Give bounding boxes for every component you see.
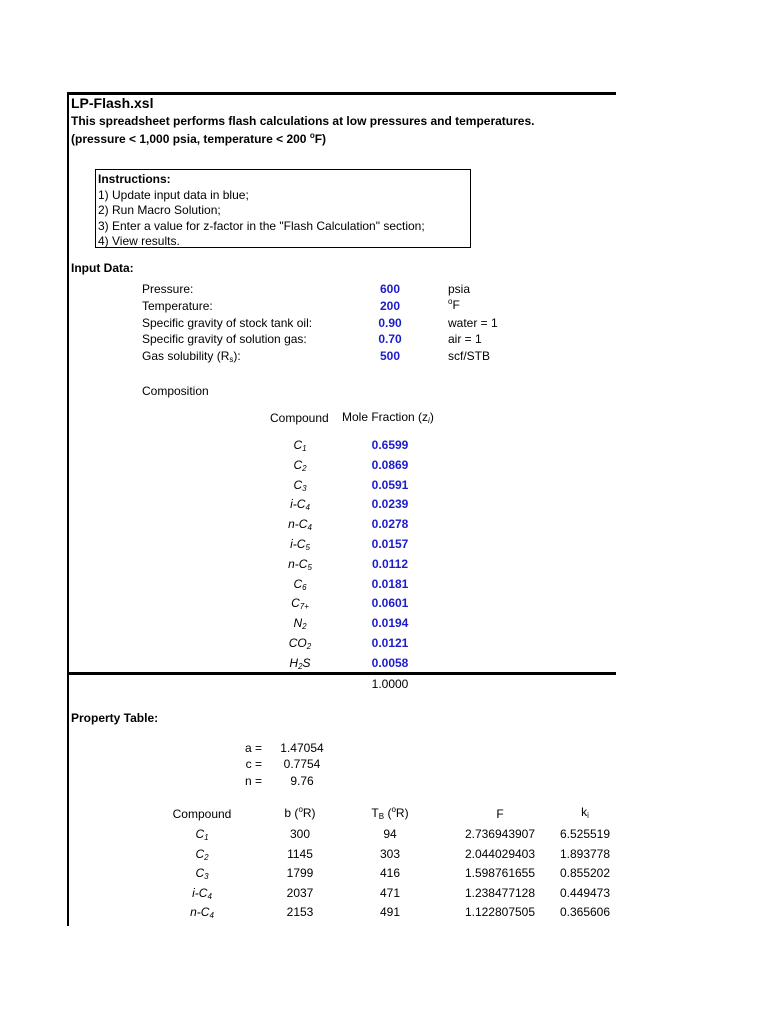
composition-label: Composition [142, 384, 209, 398]
input-unit: psia [448, 282, 471, 296]
mole-fraction-value[interactable]: 0.6599 [371, 438, 409, 452]
instructions-heading: Instructions: [98, 172, 171, 186]
input-value[interactable]: 500 [379, 349, 401, 363]
mole-fraction-value[interactable]: 0.0278 [371, 517, 409, 532]
property-tb-value: 416 [379, 866, 401, 881]
input-label: Gas solubility $(R_s)$: [142, 349, 241, 364]
input-unit: $^o$F [448, 297, 460, 312]
compound-name: $CO_2$ [288, 636, 312, 651]
compound-column-header: Compound [270, 411, 329, 425]
compound-name: $C_2$ [293, 457, 307, 473]
compound-name: $i-C_4$ [290, 497, 310, 513]
property-k-value: 1.893778 [559, 846, 611, 861]
input-label: Specific gravity of stock tank oil: [142, 316, 313, 330]
input-label: Specific gravity of solution gas: [142, 332, 307, 346]
mole-fraction-value[interactable]: 0.0112 [371, 556, 409, 571]
compound-name: $n-C_4$ [288, 517, 312, 533]
mole-fraction-value[interactable]: 0.0121 [371, 636, 409, 650]
compound-name: $C_1$ [293, 438, 307, 453]
property-f-value: 1.598761655 [464, 866, 536, 881]
property-f-value: 1.122807505 [464, 905, 536, 920]
mole-fraction-column-header: Mole Fraction $(z_i)$ [342, 410, 434, 425]
constant-label: n = [244, 774, 262, 788]
property-compound: $C_2$ [195, 846, 209, 862]
property-compound: $C_1$ [195, 827, 209, 842]
constant-label: c = [245, 757, 262, 771]
constant-value: 1.47054 [280, 741, 324, 755]
property-k-value: 6.525519 [559, 827, 611, 841]
subtitle-line-2: (pressure < 1,000 psia, temperature < 200 $^o$F) [71, 131, 327, 146]
property-k-value: 0.855202 [559, 866, 611, 881]
mole-fraction-value[interactable]: 0.0601 [371, 596, 409, 611]
property-k-header: $k_i$ [581, 805, 589, 820]
input-value[interactable]: 600 [379, 282, 401, 296]
property-tb-value: 491 [379, 905, 401, 920]
mole-fraction-value[interactable]: 0.0869 [371, 457, 409, 472]
property-tb-value: 303 [379, 846, 401, 861]
input-unit: air = 1 [448, 332, 482, 346]
instruction-step: 1) Update input data in blue; [98, 187, 249, 202]
constant-value: 9.76 [290, 774, 314, 788]
compound-name: $n-C_5$ [288, 556, 312, 572]
property-tb-value: 94 [383, 827, 397, 841]
property-compound: $n-C_4$ [190, 905, 214, 921]
property-b-value: 300 [289, 827, 311, 841]
property-b-value: 2037 [286, 885, 314, 900]
property-k-value: 0.449473 [559, 885, 611, 900]
left-border-line [67, 92, 69, 926]
constant-value: 0.7754 [283, 757, 321, 771]
compound-name: $N_2$ [293, 616, 307, 632]
mole-fraction-value[interactable]: 0.0239 [371, 497, 409, 512]
input-value[interactable]: 0.70 [378, 332, 402, 346]
property-f-value: 2.044029403 [464, 846, 536, 861]
mole-fraction-value[interactable]: 0.0194 [371, 616, 409, 631]
input-unit: scf/STB [448, 349, 491, 363]
input-data-heading: Input Data: [71, 261, 134, 275]
compound-name: $C_6$ [293, 576, 307, 592]
composition-total: 1.0000 [371, 677, 409, 691]
instructions-box [95, 169, 471, 248]
input-label: Pressure: [142, 282, 194, 296]
property-b-value: 2153 [286, 905, 314, 920]
constant-label: a = [244, 741, 262, 755]
property-k-value: 0.365606 [559, 905, 611, 920]
property-b-header: b ($^o$R) [284, 805, 316, 820]
property-tb-header: $T_B$ ($^o$R) [371, 805, 409, 821]
instruction-step: 2) Run Macro Solution; [98, 203, 221, 217]
property-compound-header: Compound [172, 807, 232, 821]
property-f-value: 2.736943907 [464, 827, 536, 841]
page-title: LP-Flash.xsl [71, 95, 154, 111]
input-label: Temperature: [142, 299, 213, 313]
property-f-value: 1.238477128 [464, 885, 536, 900]
compound-name: $H_2S$ [289, 655, 311, 671]
property-f-header: F [496, 807, 504, 821]
composition-total-line [67, 672, 616, 675]
subtitle-line-1: This spreadsheet performs flash calculations at low pressures and temperatures. [71, 114, 535, 128]
mole-fraction-value[interactable]: 0.0181 [371, 576, 409, 591]
property-b-value: 1145 [287, 846, 313, 861]
mole-fraction-value[interactable]: 0.0591 [371, 477, 409, 492]
input-unit: water = 1 [448, 316, 498, 330]
property-tb-value: 471 [379, 885, 401, 900]
instruction-step: 4) View results. [98, 234, 180, 248]
property-table-heading: Property Table: [71, 711, 159, 725]
input-value[interactable]: 0.90 [378, 316, 402, 330]
property-compound: $C_3$ [195, 866, 209, 882]
compound-name: $C_{7+}$ [291, 596, 309, 612]
property-b-value: 1799 [286, 866, 314, 881]
instruction-step: 3) Enter a value for z-factor in the "Flash Calculation" section; [98, 218, 425, 233]
compound-name: $i-C_5$ [290, 537, 310, 552]
mole-fraction-value[interactable]: 0.0058 [371, 655, 409, 670]
property-compound: $i-C_4$ [192, 885, 212, 901]
mole-fraction-value[interactable]: 0.0157 [371, 537, 409, 551]
input-value[interactable]: 200 [379, 299, 401, 313]
compound-name: $C_3$ [293, 477, 307, 493]
